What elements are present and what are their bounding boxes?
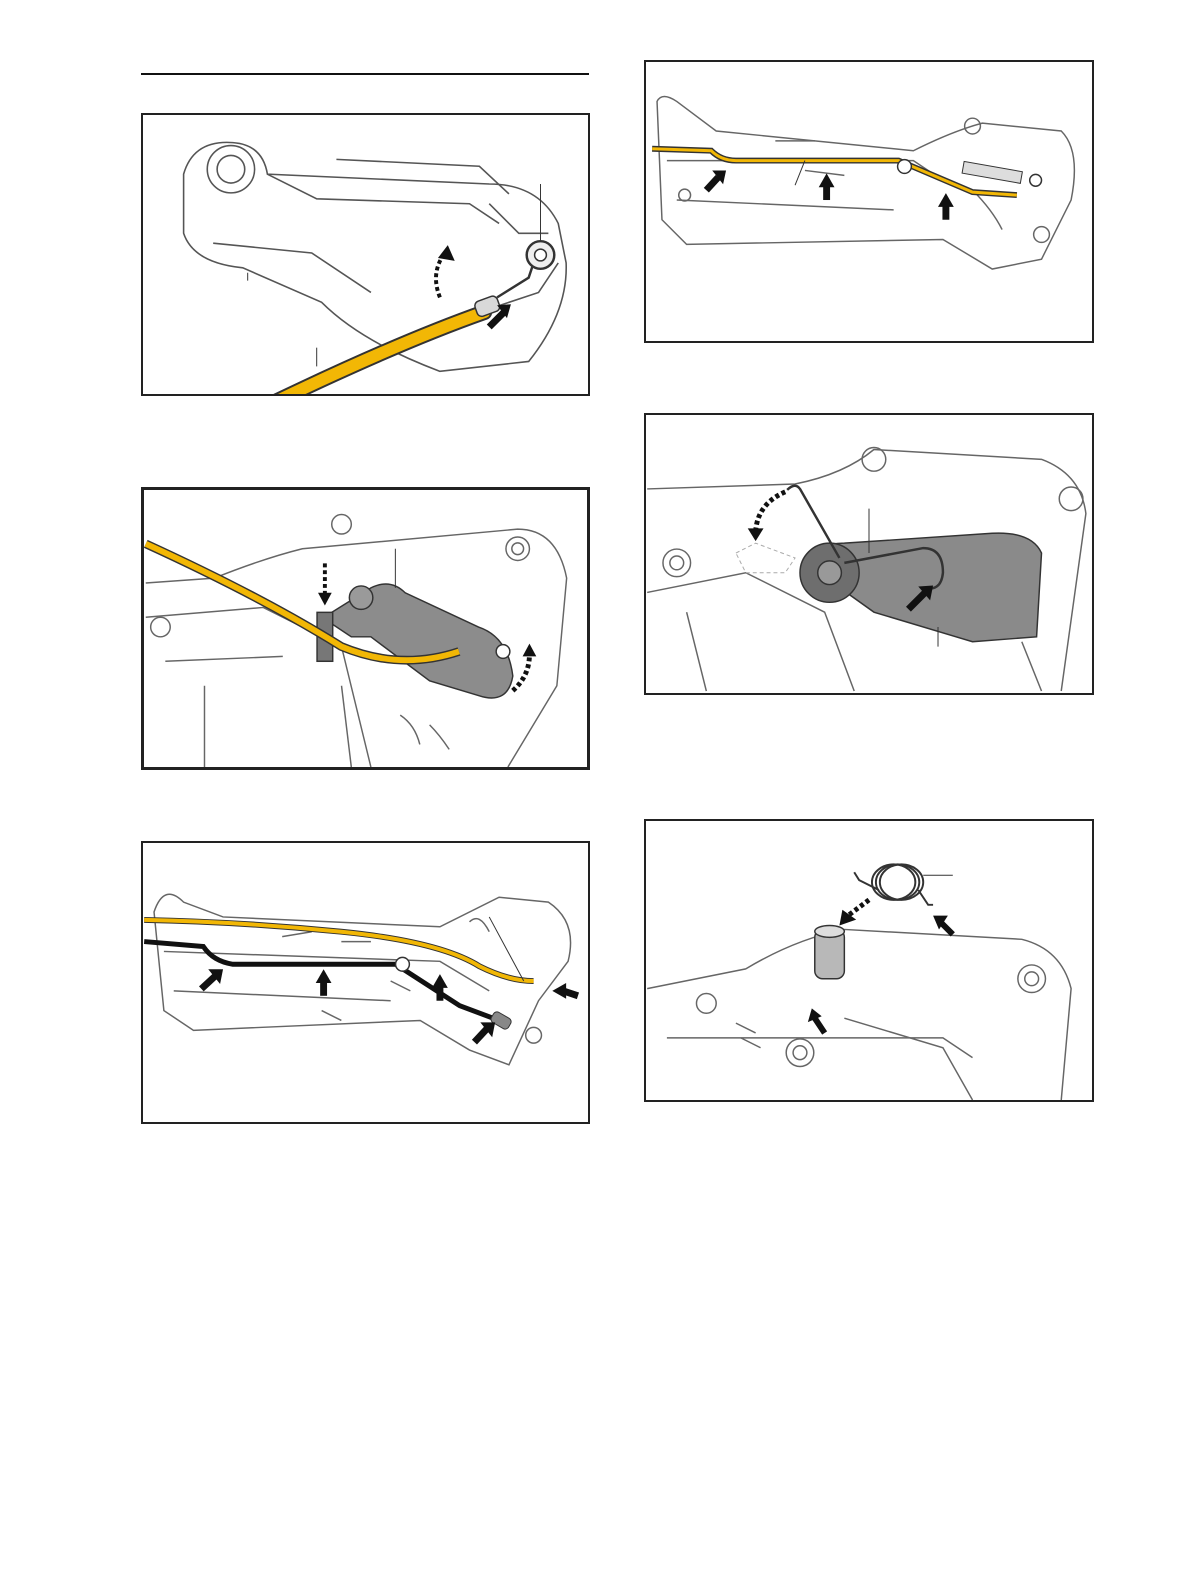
- cable-routing-top-illustration: [646, 62, 1092, 341]
- figure-lever-installation: [141, 487, 590, 770]
- figure-spring-lever-assembly: [644, 413, 1094, 695]
- torsion-spring-illustration: [646, 821, 1092, 1100]
- figure-cable-routing-top: [644, 60, 1094, 343]
- lever-cable-illustration: [143, 115, 588, 394]
- header-rule: [141, 73, 589, 75]
- spring-lever-illustration: [646, 415, 1092, 693]
- figure-lever-cable-eyelet: [141, 113, 590, 396]
- cable-routing-illustration: [143, 843, 588, 1122]
- figure-cable-routing-side: [141, 841, 590, 1124]
- figure-torsion-spring-pin: [644, 819, 1094, 1102]
- lever-installation-illustration: [144, 490, 587, 767]
